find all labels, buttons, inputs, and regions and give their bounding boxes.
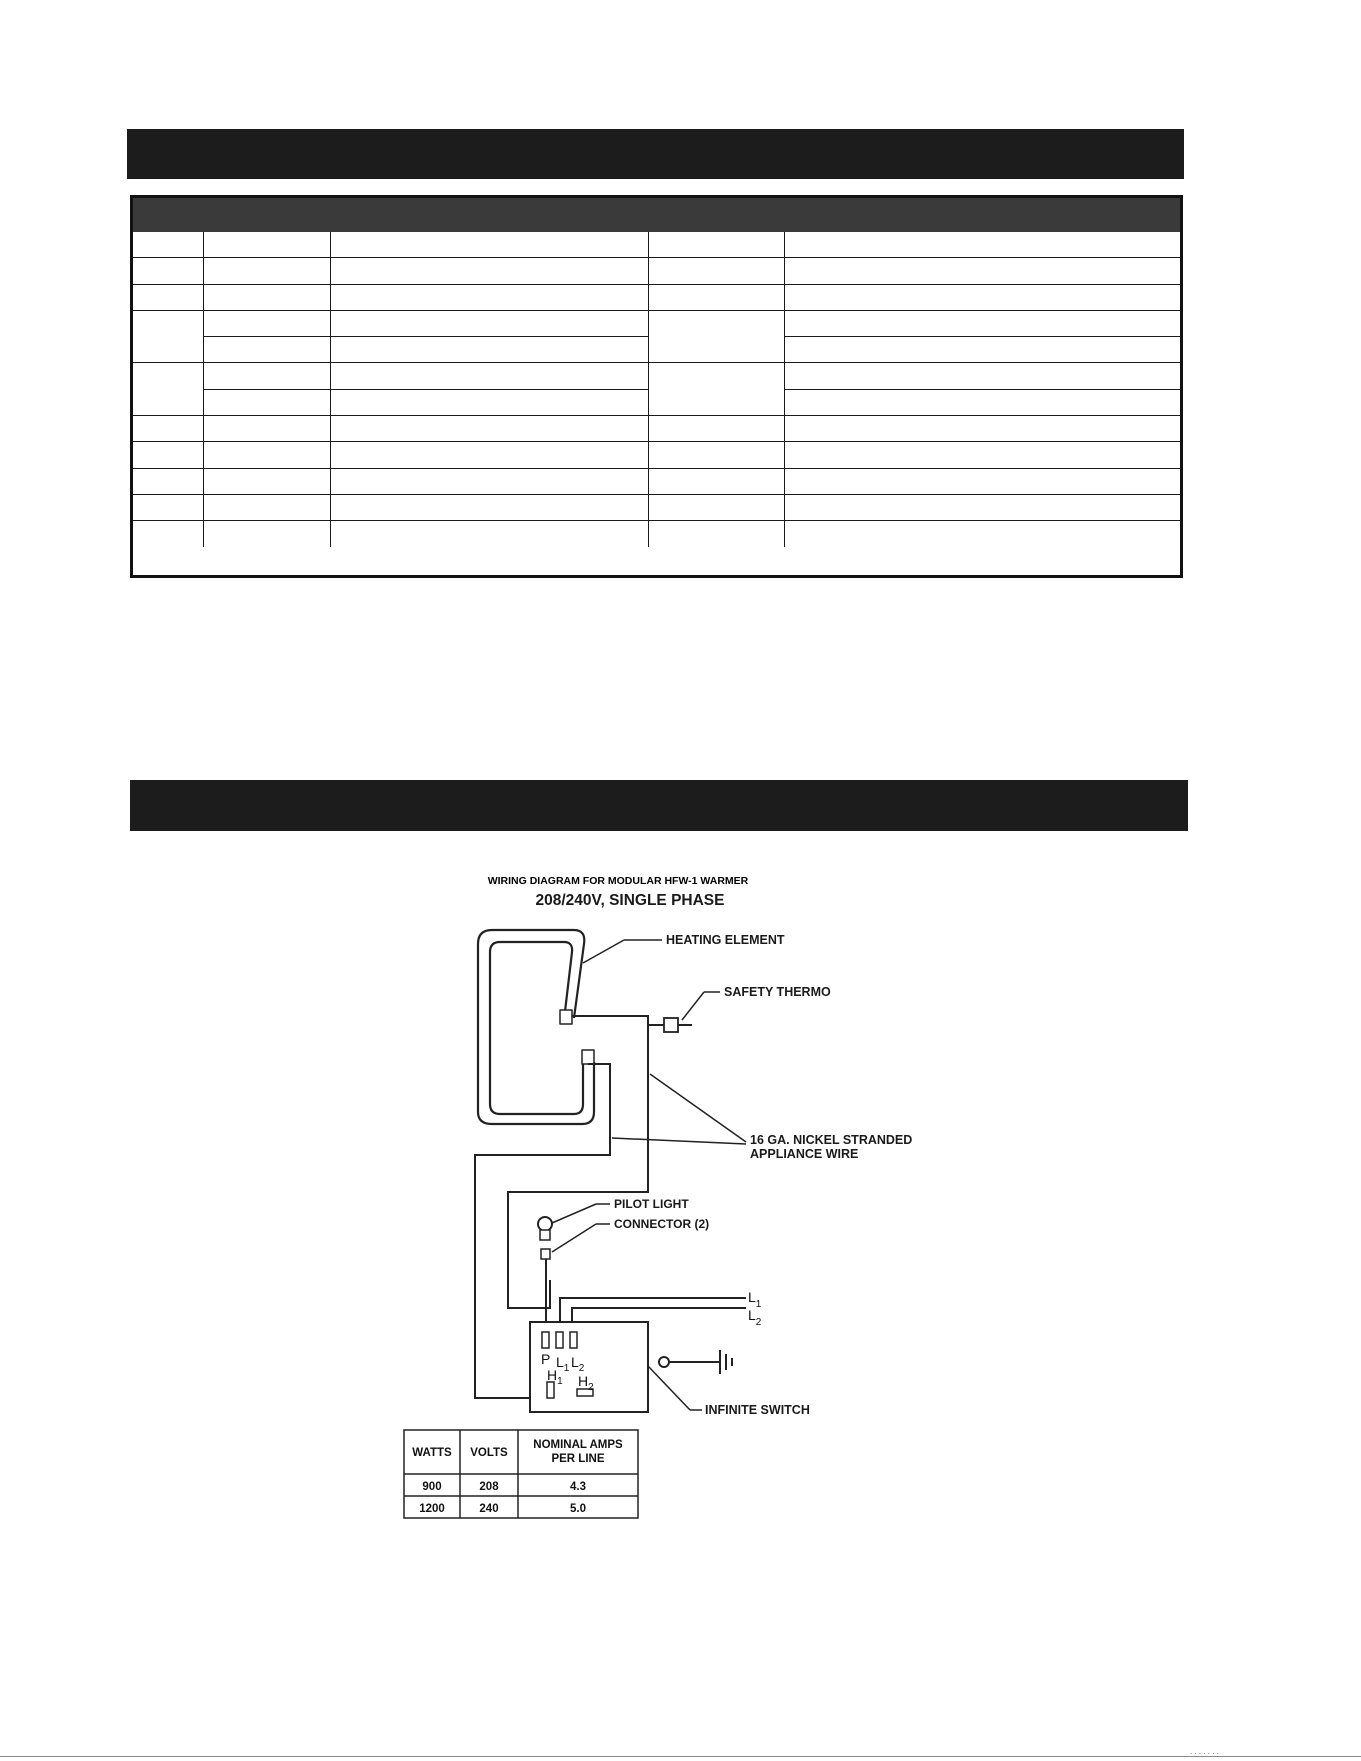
table-cell bbox=[133, 442, 203, 468]
terminal-l1-label: $L_1$ bbox=[556, 1354, 570, 1374]
table-cell bbox=[203, 389, 330, 415]
table-cell bbox=[648, 468, 784, 494]
table-cell bbox=[133, 363, 203, 416]
ratings-header-per-line: PER LINE bbox=[551, 1453, 605, 1465]
table-cell bbox=[784, 468, 1180, 494]
table-cell bbox=[133, 284, 203, 310]
table-cell bbox=[784, 363, 1180, 389]
ratings-cell: 4.3 bbox=[570, 1481, 586, 1493]
ratings-cell: 208 bbox=[479, 1481, 499, 1493]
line-l1-label: $L_1$ bbox=[748, 1289, 762, 1310]
table-cell bbox=[203, 416, 330, 442]
table-cell bbox=[133, 232, 203, 258]
ratings-cell: 1200 bbox=[419, 1503, 445, 1515]
table-cell bbox=[648, 363, 784, 416]
table-row bbox=[133, 232, 1180, 258]
table-cell bbox=[784, 258, 1180, 284]
connector bbox=[541, 1249, 550, 1259]
terminal-l2 bbox=[570, 1332, 577, 1348]
diagram-title: WIRING DIAGRAM FOR MODULAR HFW-1 WARMER bbox=[487, 875, 749, 887]
heating-element bbox=[478, 930, 594, 1124]
table-cell bbox=[203, 521, 330, 547]
page-bottom-rule bbox=[0, 1756, 1361, 1757]
terminal-p-label: P bbox=[541, 1351, 551, 1367]
pilot-light-label: PILOT LIGHT bbox=[614, 1197, 689, 1211]
element-terminal-bottom bbox=[582, 1050, 594, 1064]
pilot-light bbox=[538, 1217, 552, 1240]
table-cell bbox=[203, 494, 330, 520]
terminal-h1-label: $H_1$ bbox=[547, 1367, 563, 1387]
table-cell bbox=[203, 442, 330, 468]
table-row bbox=[133, 284, 1180, 310]
infinite-switch-label: INFINITE SWITCH bbox=[705, 1403, 810, 1417]
terminal-h1 bbox=[547, 1382, 554, 1398]
terminal-h2-label: $H_2$ bbox=[578, 1373, 594, 1393]
table-cell bbox=[330, 468, 648, 494]
table-cell bbox=[648, 310, 784, 363]
terminal-l2-label: $L_2$ bbox=[571, 1354, 585, 1374]
ratings-cell: 900 bbox=[422, 1481, 442, 1493]
table-row bbox=[133, 363, 1180, 389]
table-cell bbox=[784, 337, 1180, 363]
table-cell bbox=[784, 232, 1180, 258]
safety-thermo-label: SAFETY THERMO bbox=[724, 985, 831, 999]
table-cell bbox=[133, 521, 203, 547]
table-row bbox=[133, 494, 1180, 520]
table-cell bbox=[648, 232, 784, 258]
table-cell bbox=[784, 310, 1180, 336]
heating-element-label: HEATING ELEMENT bbox=[666, 933, 785, 947]
table-row bbox=[133, 442, 1180, 468]
terminal-l1 bbox=[556, 1332, 563, 1348]
wiring-diagram-svg bbox=[400, 875, 920, 1580]
table-cell bbox=[203, 310, 330, 336]
table-cell bbox=[330, 258, 648, 284]
table-cell bbox=[648, 442, 784, 468]
ratings-header-watts: WATTS bbox=[412, 1447, 452, 1459]
table-cell bbox=[330, 310, 648, 336]
diagram-subtitle: 208/240V, SINGLE PHASE bbox=[535, 892, 725, 909]
safety-thermo bbox=[664, 1018, 692, 1032]
table-cell bbox=[330, 494, 648, 520]
table-cell bbox=[784, 494, 1180, 520]
element-terminal-top bbox=[560, 1010, 572, 1024]
terminal-p bbox=[542, 1332, 549, 1348]
table-row bbox=[133, 468, 1180, 494]
parts-table-header bbox=[133, 198, 1180, 232]
table-cell bbox=[330, 284, 648, 310]
infinite-switch bbox=[530, 1322, 648, 1412]
connector-label: CONNECTOR (2) bbox=[614, 1217, 710, 1231]
page-footer: . . . . . . . bbox=[1190, 1747, 1219, 1756]
table-cell bbox=[330, 232, 648, 258]
table-cell bbox=[784, 284, 1180, 310]
ratings-cell: 240 bbox=[479, 1503, 499, 1515]
table-cell bbox=[133, 258, 203, 284]
table-cell bbox=[203, 284, 330, 310]
table-cell bbox=[203, 232, 330, 258]
wire-label-line2: APPLIANCE WIRE bbox=[750, 1147, 859, 1161]
table-cell bbox=[784, 442, 1180, 468]
table-cell bbox=[133, 468, 203, 494]
table-cell bbox=[648, 416, 784, 442]
table-cell bbox=[203, 337, 330, 363]
table-cell bbox=[330, 389, 648, 415]
table-row bbox=[133, 521, 1180, 547]
ratings-cell: 5.0 bbox=[570, 1503, 586, 1515]
parts-table-grid bbox=[133, 232, 1180, 547]
table-cell bbox=[330, 337, 648, 363]
table-cell bbox=[648, 521, 784, 547]
table-row bbox=[133, 258, 1180, 284]
table-cell bbox=[648, 284, 784, 310]
line-l2-label: $L_2$ bbox=[748, 1307, 762, 1328]
ratings-table bbox=[404, 1430, 638, 1518]
wire-label-line1: 16 GA. NICKEL STRANDED bbox=[750, 1133, 913, 1147]
table-cell bbox=[330, 363, 648, 389]
ratings-header-amps: NOMINAL AMPS bbox=[533, 1439, 623, 1451]
table-row bbox=[133, 416, 1180, 442]
table-cell bbox=[133, 416, 203, 442]
table-cell bbox=[133, 494, 203, 520]
table-cell bbox=[330, 442, 648, 468]
table-cell bbox=[784, 521, 1180, 547]
table-cell bbox=[648, 494, 784, 520]
wiring-diagram bbox=[400, 875, 920, 1580]
ratings-header-volts: VOLTS bbox=[470, 1447, 508, 1459]
table-cell bbox=[133, 310, 203, 363]
table-cell bbox=[784, 389, 1180, 415]
wiring-section-header-bar bbox=[130, 780, 1188, 831]
table-cell bbox=[203, 258, 330, 284]
table-cell bbox=[203, 363, 330, 389]
table-cell bbox=[784, 416, 1180, 442]
parts-section-header-bar bbox=[127, 129, 1184, 179]
table-row bbox=[133, 310, 1180, 336]
table-cell bbox=[330, 416, 648, 442]
parts-table bbox=[130, 195, 1183, 578]
table-cell bbox=[648, 258, 784, 284]
table-cell bbox=[330, 521, 648, 547]
table-cell bbox=[203, 468, 330, 494]
